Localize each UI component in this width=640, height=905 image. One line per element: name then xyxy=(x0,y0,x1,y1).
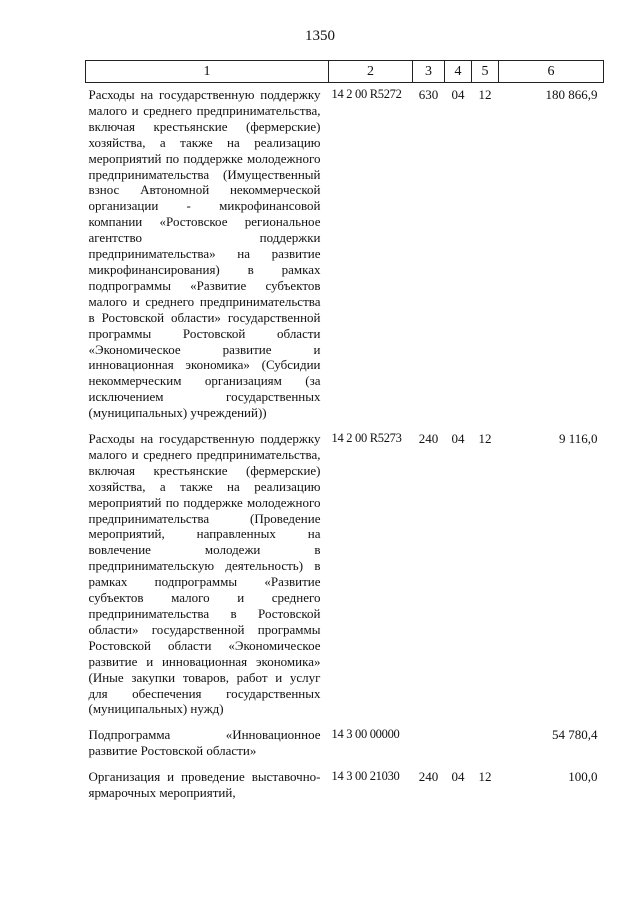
row-section: 04 xyxy=(451,87,465,102)
row-subsection xyxy=(472,717,499,759)
row-target-code: 14 2 00 R5272 xyxy=(331,87,402,101)
row-subsection: 12 xyxy=(478,431,492,447)
column-header-4: 4 xyxy=(445,61,472,83)
row-description: Расходы на государственную поддержку малого и среднего предпринимательства, включая крестьянские (фермерские) хозяйства, а также на реализацию мероприятий по поддержке молодежного предпринимательства (Проведение мероприятий, направленных на вовлечение молодежи в предпринимательскую деятельность) в рамках подпрограммы «Развитие субъектов малого и среднего предпринимательства в Ростовской области» государственной программы Ростовской области «Экономическое развитие и инновационная экономика» (Иные закупки товаров, работ и услуг для обеспечения государственных (муниципальных) нужд) xyxy=(88,431,321,717)
row-description: Организация и проведение выставочно-ярмарочных мероприятий, xyxy=(88,769,321,801)
row-amount: 54 780,4 xyxy=(552,727,598,743)
row-target-code: 14 2 00 R5273 xyxy=(331,431,402,446)
row-expense-type: 240 xyxy=(418,769,439,785)
row-section xyxy=(445,717,472,759)
row-expense-type: 630 xyxy=(418,87,439,102)
row-description: Подпрограмма «Инновационное развитие Ростовской области» xyxy=(88,727,321,759)
row-amount: 9 116,0 xyxy=(558,431,598,447)
row-subsection: 12 xyxy=(478,87,492,102)
table-row xyxy=(86,83,604,422)
row-target-code: 14 3 00 00000 xyxy=(331,727,400,742)
row-section: 04 xyxy=(451,431,465,447)
budget-table xyxy=(85,60,604,801)
row-amount: 100,0 xyxy=(568,769,598,785)
table-row xyxy=(86,421,604,717)
column-header-3: 3 xyxy=(413,61,445,83)
row-target-code: 14 3 00 21030 xyxy=(331,769,400,784)
row-expense-type: 240 xyxy=(418,431,439,447)
row-expense-type xyxy=(413,717,445,759)
column-header-1: 1 xyxy=(86,61,329,83)
table-header-row xyxy=(86,61,604,83)
row-description: Расходы на государственную поддержку малого и среднего предпринимательства, включая крестьянские (фермерские) хозяйства, а также на реализацию мероприятий по поддержке молодежного предпринимательства (Имущественный взнос Автономной некоммерческой организации - микрофинансовой компании «Ростовское региональное агентство поддержки предпринимательства» на развитие микрофинансирования) в рамках подпрограммы «Развитие субъектов малого и среднего предпринимательства в Ростовской области» государственной программы Ростовской области «Экономическое развитие и инновационная экономика» (Субсидии некоммерческим организациям (за исключением государственных (муниципальных) учреждений)) xyxy=(88,87,321,421)
table-row xyxy=(86,717,604,759)
column-header-5: 5 xyxy=(472,61,499,83)
row-subsection: 12 xyxy=(478,769,492,785)
row-amount: 180 866,9 xyxy=(545,87,598,102)
column-header-6: 6 xyxy=(499,61,604,83)
column-header-2: 2 xyxy=(329,61,413,83)
table-row xyxy=(86,759,604,801)
page-number: 1350 xyxy=(305,28,335,44)
row-section: 04 xyxy=(451,769,465,785)
